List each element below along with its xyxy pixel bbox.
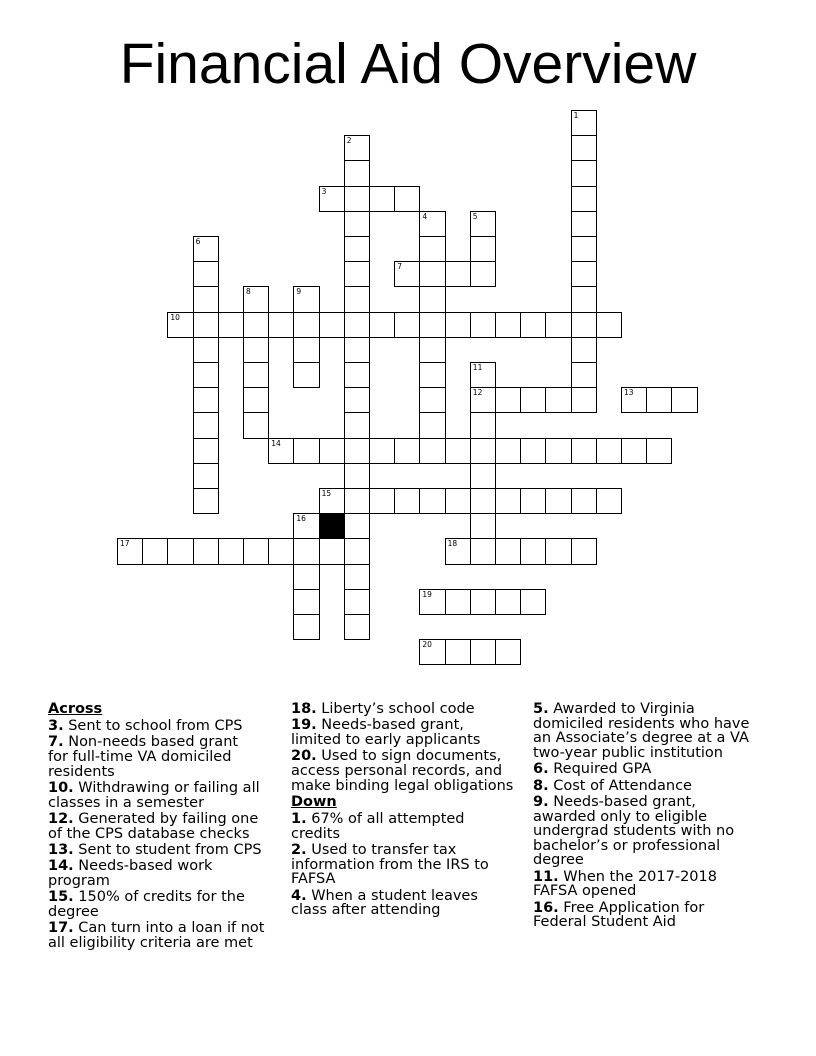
clue-text: Free Application for	[563, 899, 705, 916]
clue-text: Cost of Attendance	[553, 777, 692, 794]
grid-cell[interactable]	[445, 589, 471, 615]
clue-across-17	[48, 921, 264, 950]
grid-cell[interactable]	[419, 488, 445, 514]
grid-cell[interactable]	[218, 312, 244, 338]
clue-number: 14.	[48, 858, 74, 875]
grid-cell[interactable]	[419, 211, 445, 237]
grid-cell[interactable]	[293, 362, 319, 388]
grid-number-label: 1	[573, 111, 579, 120]
grid-cell[interactable]	[218, 538, 244, 564]
grid-cell[interactable]	[571, 488, 597, 514]
grid-number-label: 4	[422, 211, 428, 221]
grid-cell[interactable]	[193, 286, 219, 312]
grid-number-label: 18	[447, 539, 458, 549]
clue-text: credits	[291, 825, 341, 842]
grid-cell[interactable]	[671, 387, 697, 413]
grid-cell[interactable]	[193, 387, 219, 413]
grid-cell[interactable]	[293, 438, 319, 464]
grid-cell[interactable]	[470, 463, 496, 489]
grid-cell[interactable]	[470, 438, 496, 464]
grid-cell[interactable]	[495, 312, 521, 338]
clue-across-18	[291, 702, 513, 717]
clue-number: 9.	[533, 793, 549, 810]
grid-cell[interactable]	[571, 160, 597, 186]
clue-text: awarded only to eligible	[533, 808, 708, 825]
grid-number-label: 14	[271, 438, 281, 448]
grid-cell[interactable]	[470, 261, 496, 287]
grid-cell[interactable]	[445, 639, 471, 665]
clue-text: Withdrawing or failing all	[78, 779, 260, 796]
grid-cell[interactable]	[545, 438, 571, 464]
grid-cell[interactable]	[495, 438, 521, 464]
clue-across-12	[48, 812, 264, 841]
grid-cell[interactable]	[571, 211, 597, 237]
clue-text: Used to sign documents,	[321, 748, 502, 765]
grid-cell[interactable]	[520, 538, 546, 564]
grid-cell[interactable]	[646, 387, 672, 413]
grid-cell[interactable]	[470, 488, 496, 514]
puzzle-title: Financial Aid Overview	[119, 32, 697, 96]
grid-cell[interactable]	[445, 538, 471, 564]
grid-cell[interactable]	[243, 312, 269, 338]
grid-number-label: 2	[346, 136, 352, 146]
clue-text: When the 2017-2018	[563, 868, 717, 885]
clue-down-5	[533, 702, 749, 760]
clue-number: 19.	[291, 717, 317, 734]
grid-cell[interactable]	[268, 538, 294, 564]
clue-across-3	[48, 719, 264, 734]
clue-number: 4.	[291, 887, 307, 904]
clue-text: Can turn into a loan if not	[78, 920, 265, 937]
clue-text: Used to transfer tax	[311, 841, 457, 858]
grid-cell[interactable]	[571, 538, 597, 564]
grid-cell[interactable]	[419, 312, 445, 338]
grid-cell[interactable]	[344, 412, 370, 438]
clue-number: 10.	[48, 779, 74, 796]
grid-cell[interactable]	[470, 639, 496, 665]
grid-cell[interactable]	[344, 135, 370, 161]
grid-cell[interactable]	[495, 488, 521, 514]
grid-cell[interactable]	[419, 337, 445, 363]
grid-cell[interactable]	[293, 337, 319, 363]
clue-text: degree	[48, 903, 99, 920]
clue-text: When a student leaves	[311, 887, 478, 904]
grid-cell[interactable]	[394, 186, 420, 212]
clue-across-20	[291, 749, 513, 793]
clue-column-3	[533, 702, 749, 932]
grid-cell[interactable]	[419, 286, 445, 312]
grid-cell[interactable]	[571, 135, 597, 161]
grid-cell[interactable]	[293, 538, 319, 564]
grid-cell[interactable]	[419, 438, 445, 464]
grid-number-label: 5	[472, 211, 478, 221]
grid-cell[interactable]	[520, 438, 546, 464]
clue-down-6	[533, 762, 749, 777]
clue-across-19	[291, 718, 513, 747]
clue-text: access personal records, and	[291, 762, 503, 779]
grid-cell[interactable]	[167, 538, 193, 564]
grid-cell[interactable]	[470, 362, 496, 388]
grid-cell[interactable]	[243, 387, 269, 413]
grid-cell[interactable]	[419, 639, 445, 665]
clue-text: Required GPA	[553, 761, 652, 778]
grid-cell[interactable]	[344, 261, 370, 287]
grid-cell[interactable]	[117, 538, 143, 564]
clue-text: degree	[533, 852, 584, 869]
clue-number: 18.	[291, 701, 317, 717]
grid-cell[interactable]	[394, 438, 420, 464]
grid-cell[interactable]	[419, 362, 445, 388]
grid-cell[interactable]	[193, 236, 219, 262]
clue-across-13	[48, 843, 264, 858]
clue-text: Needs-based work	[78, 858, 213, 875]
grid-cell[interactable]	[344, 463, 370, 489]
grid-number-label: 7	[397, 262, 402, 272]
grid-cell[interactable]	[293, 286, 319, 312]
clue-number: 15.	[48, 889, 74, 906]
clue-text: Needs-based grant,	[553, 793, 696, 810]
grid-cell[interactable]	[344, 312, 370, 338]
clue-text: two-year public institution	[533, 744, 723, 761]
grid-cell[interactable]	[193, 412, 219, 438]
grid-cell[interactable]	[268, 438, 294, 464]
grid-cell[interactable]	[621, 387, 647, 413]
grid-cell[interactable]	[445, 438, 471, 464]
clue-across-14	[48, 859, 264, 888]
grid-cell[interactable]	[571, 236, 597, 262]
grid-cell[interactable]	[419, 387, 445, 413]
grid-cell[interactable]	[545, 312, 571, 338]
grid-cell[interactable]	[470, 538, 496, 564]
grid-cell[interactable]	[319, 186, 345, 212]
grid-cell[interactable]	[571, 110, 597, 136]
grid-cell[interactable]	[293, 312, 319, 338]
grid-number-label: 3	[321, 186, 327, 196]
grid-cell[interactable]	[344, 387, 370, 413]
grid-cell[interactable]	[319, 312, 345, 338]
grid-cell[interactable]	[243, 286, 269, 312]
grid-cell[interactable]	[520, 312, 546, 338]
grid-cell[interactable]	[344, 589, 370, 615]
clue-number: 8.	[533, 777, 549, 794]
grid-cell[interactable]	[193, 438, 219, 464]
grid-cell[interactable]	[470, 513, 496, 539]
grid-cell[interactable]	[520, 488, 546, 514]
clue-text: Awarded to Virginia	[553, 701, 695, 717]
grid-cell[interactable]	[243, 362, 269, 388]
clue-text: Sent to school from CPS	[68, 717, 243, 734]
grid-number-label: 12	[472, 388, 483, 398]
clue-text: an Associate’s degree at a VA	[533, 730, 749, 747]
grid-cell[interactable]	[319, 488, 345, 514]
clue-text: class after attending	[291, 902, 441, 919]
grid-cell[interactable]	[571, 362, 597, 388]
clue-number: 17.	[48, 920, 74, 937]
grid-cell[interactable]	[319, 438, 345, 464]
grid-cell[interactable]	[495, 387, 521, 413]
grid-cell[interactable]	[419, 236, 445, 262]
grid-cell[interactable]	[243, 337, 269, 363]
clue-down-8	[533, 779, 749, 794]
grid-cell[interactable]	[445, 488, 471, 514]
grid-cell[interactable]	[344, 564, 370, 590]
grid-cell[interactable]	[344, 211, 370, 237]
grid-cell[interactable]	[445, 312, 471, 338]
grid-number-label: 15	[321, 489, 332, 498]
clue-down-1	[291, 812, 513, 841]
clue-number: 12.	[48, 810, 74, 827]
grid-cell[interactable]	[344, 513, 370, 539]
grid-cell[interactable]	[268, 312, 294, 338]
grid-number-label: 10	[170, 312, 180, 322]
grid-cell[interactable]	[596, 488, 622, 514]
across-heading: Across	[48, 701, 103, 717]
grid-cell[interactable]	[193, 488, 219, 514]
grid-cell[interactable]	[545, 538, 571, 564]
grid-cell[interactable]	[571, 261, 597, 287]
grid-cell[interactable]	[419, 412, 445, 438]
grid-cell[interactable]	[470, 211, 496, 237]
clue-down-16	[533, 901, 749, 930]
clue-down-11	[533, 870, 749, 899]
clue-down-4	[291, 889, 513, 918]
grid-number-label: 9	[296, 287, 302, 297]
grid-cell[interactable]	[621, 438, 647, 464]
grid-cell[interactable]	[545, 387, 571, 413]
grid-cell[interactable]	[293, 564, 319, 590]
grid-cell[interactable]	[369, 488, 395, 514]
grid-cell[interactable]	[344, 337, 370, 363]
grid-cell[interactable]	[470, 589, 496, 615]
clue-text: classes in a semester	[48, 794, 205, 811]
grid-number-label: 20	[422, 640, 432, 650]
clue-text: 67% of all attempted	[311, 810, 465, 827]
grid-cell[interactable]	[319, 538, 345, 564]
clue-number: 16.	[533, 899, 559, 916]
grid-cell[interactable]	[344, 614, 370, 640]
grid-cell[interactable]	[520, 387, 546, 413]
grid-cell[interactable]	[419, 589, 445, 615]
clue-text: undergrad students with no	[533, 823, 735, 840]
clue-number: 11.	[533, 868, 559, 885]
clue-text: for full-time VA domiciled	[48, 748, 232, 765]
grid-cell[interactable]	[571, 387, 597, 413]
clue-number: 3.	[48, 717, 64, 734]
clue-text: bachelor’s or professional	[533, 837, 721, 854]
grid-cell[interactable]	[142, 538, 168, 564]
grid-cell[interactable]	[596, 438, 622, 464]
clue-column-2	[291, 702, 513, 919]
grid-cell[interactable]	[293, 513, 319, 539]
grid-cell[interactable]	[243, 412, 269, 438]
grid-cell[interactable]	[470, 236, 496, 262]
clue-text: 150% of credits for the	[78, 889, 245, 906]
clue-text: FAFSA	[291, 871, 336, 888]
clue-across-10	[48, 781, 264, 810]
grid-cell[interactable]	[193, 362, 219, 388]
clue-text: FAFSA opened	[533, 883, 637, 900]
clue-text: Generated by failing one	[78, 810, 259, 827]
clue-across-7	[48, 735, 264, 779]
grid-cell[interactable]	[369, 312, 395, 338]
grid-cell[interactable]	[193, 463, 219, 489]
grid-cell[interactable]	[545, 488, 571, 514]
grid-cell[interactable]	[470, 412, 496, 438]
grid-cell[interactable]	[193, 312, 219, 338]
clue-number: 2.	[291, 841, 307, 858]
clue-number: 20.	[291, 748, 317, 765]
grid-cell[interactable]	[419, 261, 445, 287]
grid-cell[interactable]	[193, 538, 219, 564]
grid-cell[interactable]	[243, 538, 269, 564]
grid-cell[interactable]	[193, 337, 219, 363]
clue-number: 7.	[48, 734, 64, 751]
grid-number-label: 11	[472, 363, 483, 372]
grid-cell[interactable]	[470, 312, 496, 338]
clue-text: of the CPS database checks	[48, 825, 250, 842]
grid-cell[interactable]	[394, 488, 420, 514]
grid-cell[interactable]	[344, 286, 370, 312]
grid-cell[interactable]	[495, 538, 521, 564]
grid-cell[interactable]	[344, 160, 370, 186]
clue-text: Needs-based grant,	[321, 717, 464, 734]
clue-text: domiciled residents who have	[533, 715, 750, 732]
grid-cell[interactable]	[495, 589, 521, 615]
grid-cell[interactable]	[344, 236, 370, 262]
clue-number: 13.	[48, 841, 74, 858]
clue-text: Sent to student from CPS	[78, 841, 262, 858]
black-square	[319, 513, 345, 539]
grid-cell[interactable]	[520, 589, 546, 615]
grid-cell[interactable]	[571, 438, 597, 464]
clue-text: residents	[48, 763, 115, 780]
grid-cell[interactable]	[596, 312, 622, 338]
grid-number-label: 6	[195, 237, 201, 246]
clue-down-9	[533, 795, 749, 868]
down-heading: Down	[291, 793, 337, 810]
grid-cell[interactable]	[193, 261, 219, 287]
grid-cell[interactable]	[344, 488, 370, 514]
clue-down-2	[291, 843, 513, 887]
grid-cell[interactable]	[344, 438, 370, 464]
clue-text: Non-needs based grant	[68, 734, 239, 751]
grid-cell[interactable]	[470, 387, 496, 413]
grid-cell[interactable]	[646, 438, 672, 464]
grid-cell[interactable]	[293, 589, 319, 615]
grid-number-label: 17	[120, 539, 130, 549]
grid-cell[interactable]	[344, 186, 370, 212]
grid-number-label: 19	[422, 589, 432, 599]
clue-text: program	[48, 872, 110, 889]
clue-text: limited to early applicants	[291, 731, 481, 748]
grid-cell[interactable]	[369, 186, 395, 212]
clue-text: Liberty’s school code	[321, 701, 475, 717]
clue-column-1	[48, 702, 264, 952]
clue-number: 6.	[533, 761, 549, 778]
grid-cell[interactable]	[394, 312, 420, 338]
grid-cell[interactable]	[571, 337, 597, 363]
grid-cell[interactable]	[571, 186, 597, 212]
grid-cell[interactable]	[344, 362, 370, 388]
clue-text: make binding legal obligations	[291, 777, 514, 794]
grid-number-label: 8	[246, 287, 251, 297]
grid-cell[interactable]	[394, 261, 420, 287]
grid-cell[interactable]	[344, 538, 370, 564]
grid-number-label: 13	[624, 388, 634, 398]
grid-cell[interactable]	[445, 261, 471, 287]
clue-across-15	[48, 890, 264, 919]
clue-text: information from the IRS to	[291, 856, 489, 873]
grid-cell[interactable]	[495, 639, 521, 665]
grid-cell[interactable]	[293, 614, 319, 640]
clue-text: Federal Student Aid	[533, 914, 676, 931]
clue-text: all eligibility criteria are met	[48, 934, 253, 951]
clue-number: 5.	[533, 701, 549, 717]
grid-cell[interactable]	[369, 438, 395, 464]
grid-cell[interactable]	[167, 312, 193, 338]
grid-number-label: 16	[296, 514, 306, 524]
grid-cell[interactable]	[571, 286, 597, 312]
clue-number: 1.	[291, 810, 307, 827]
grid-cell[interactable]	[571, 312, 597, 338]
